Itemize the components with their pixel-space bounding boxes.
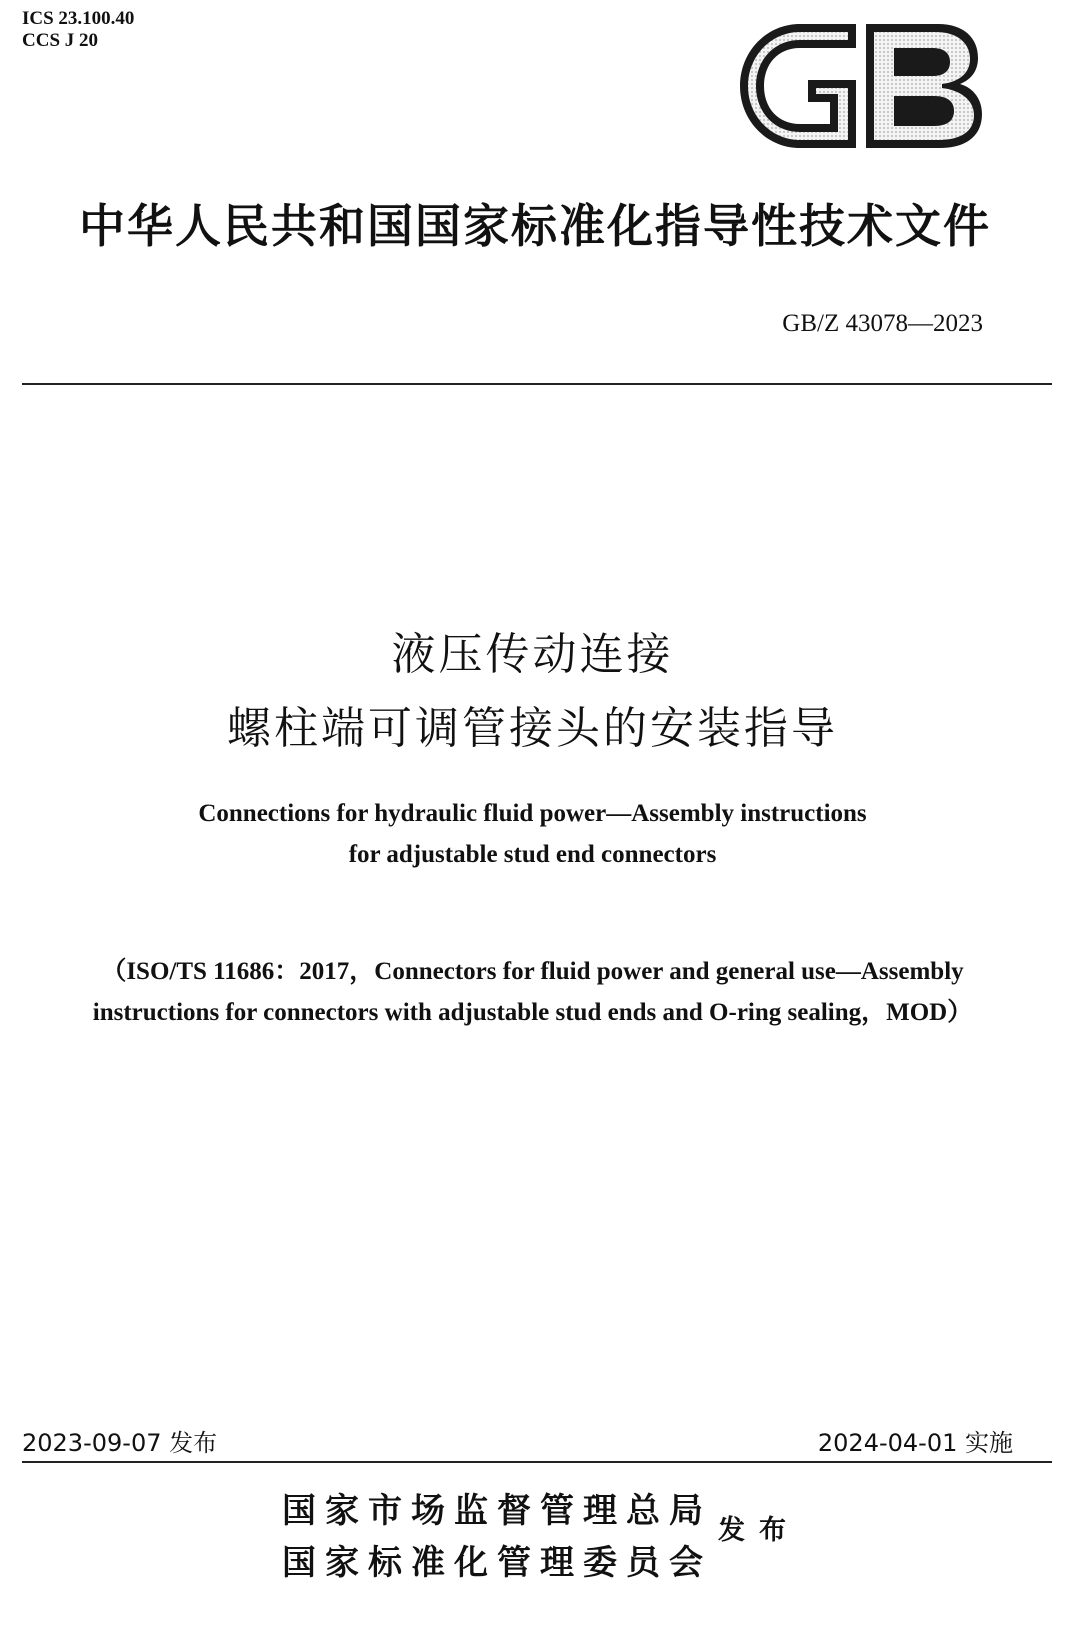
english-title-line-1: Connections for hydraulic fluid power—Assembly instructions <box>198 800 867 827</box>
implementation-date: 2024-04-01 实施 <box>817 1429 1013 1457</box>
classification-codes <box>22 8 134 52</box>
logo-letter-g <box>740 24 856 148</box>
iso-equivalence-line-1: （ISO/TS 11686：2017，Connectors for fluid power and general use—Assembly <box>101 958 964 985</box>
english-title-line-2: for adjustable stud end connectors <box>348 841 717 868</box>
ccs-code: CCS J 20 <box>22 30 99 51</box>
iso-equivalence-line-2: instructions for connectors with adjustable stud ends and O-ring sealing，MOD） <box>92 999 973 1026</box>
footer-divider <box>22 1461 1052 1463</box>
publish-label: 发布 <box>718 1515 800 1546</box>
ics-code: ICS 23.100.40 <box>22 8 135 29</box>
logo-letter-b <box>866 24 982 148</box>
standard-number: GB/Z 43078—2023 <box>782 310 983 337</box>
document-type-title: 中华人民共和国国家标准化指导性技术文件 <box>79 199 991 253</box>
chinese-title-line-1: 液压传动连接 <box>391 629 674 680</box>
publisher-line-2: 国家标准化管理委员会 <box>282 1543 712 1583</box>
chinese-title-line-2: 螺柱端可调管接头的安装指导 <box>227 703 838 754</box>
gb-logo <box>738 22 983 150</box>
publisher-line-1: 国家市场监督管理总局 <box>282 1491 712 1531</box>
issue-date: 2023-09-07 发布 <box>22 1429 218 1457</box>
header-divider <box>22 383 1052 385</box>
